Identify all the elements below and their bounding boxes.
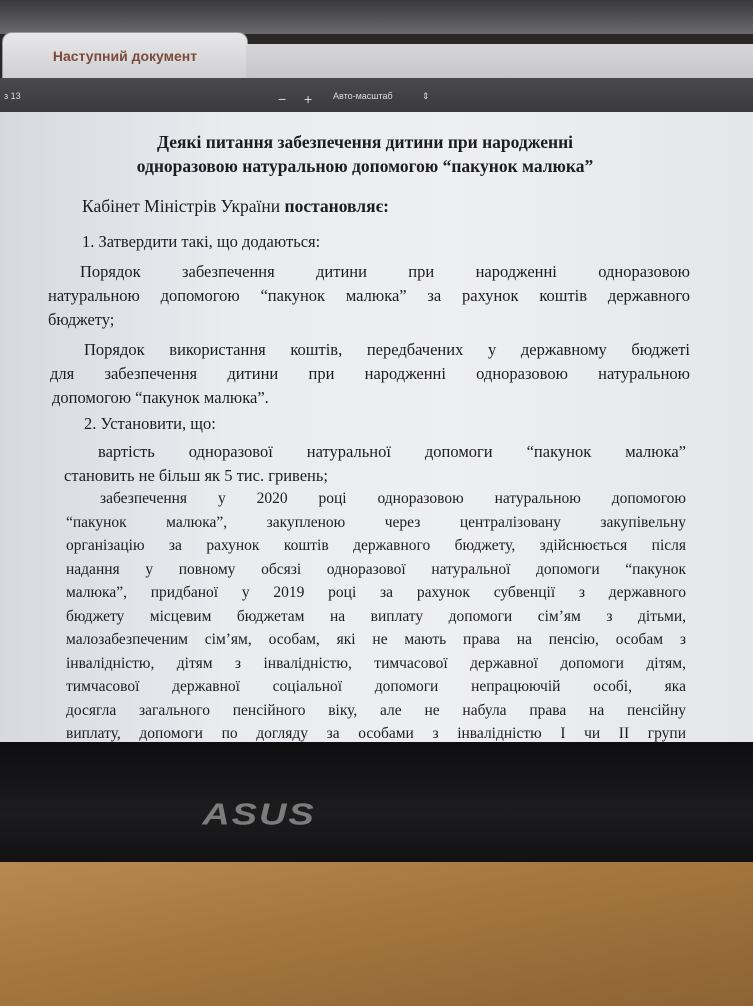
document-title-line-1: Деякі питання забезпечення дитини при народженні [156,132,574,152]
preamble [82,196,389,217]
paragraph-4-line: надання у повному обсязі одноразової натуральної допомоги “пакунок [66,560,686,578]
paragraph-1-line: натуральною допомогою “пакунок малюка” за рахунок коштів державного [48,286,690,305]
item-2: 2. Установити, що: [84,414,216,433]
paragraph-4-line: малозабезпеченим сім’ям, особам, які не мають права на пенсію, особам з [66,631,686,648]
paragraph-1-line: бюджету; [48,310,115,329]
zoom-out-button[interactable]: − [278,91,287,107]
monitor-bezel [0,742,753,862]
paragraph-1-line: Порядок забезпечення дитини при народженні одноразовою [80,262,690,281]
paragraph-4-line: малюка”, придбаної у 2019 році за рахунок субвенції з державного [66,584,686,601]
paragraph-2-line: допомогою “пакунок малюка”. [52,388,269,407]
window-top-strip [0,0,753,34]
paragraph-3-line: становить не більш як 5 тис. гривень; [64,466,328,485]
paragraph-3-line: вартість одноразової натуральної допомоги “пакунок малюка” [98,442,686,461]
item-1: 1. Затвердити такі, що додаються: [82,232,321,251]
paragraph-4-line: тимчасової державної соціальної допомоги непрацюючій особі, яка [66,678,686,695]
paragraph-4-line: бюджету місцевим бюджетам на виплату допомоги сім’ям з дітьми, [66,607,686,625]
paragraph-4-line: організацію за рахунок коштів державного бюджету, здійснюється після [66,537,686,554]
paragraph-4-line: інвалідністю, дітям з інвалідністю, тимчасової державної допомоги дітям, [66,654,686,672]
tab-next-document[interactable]: Наступний документ [2,32,248,79]
cabinet-name: Кабінет Міністрів України [82,196,281,216]
pdf-toolbar [0,78,753,112]
paragraph-2-line: для забезпечення дитини при народженні одноразовою натуральною [50,364,690,383]
document-page [0,112,753,742]
paragraph-4-line: забезпечення у 2020 році одноразовою натуральною допомогою [100,490,686,507]
asus-logo: ASUS [202,798,316,832]
tab-bar [246,44,753,78]
zoom-select-arrow-icon[interactable]: ⇕ [422,91,430,101]
resolves-word: постановляє: [284,196,389,216]
paragraph-4-line: “пакунок малюка”, закупленою через централізовану закупівельну [66,513,686,531]
document-title-line-2: одноразовою натуральною допомогою “пакунок малюка” [136,156,594,176]
paragraph-4-line: досягла загального пенсійного віку, але не набула права на пенсійну [66,701,686,719]
paragraph-4-line: виплату, допомоги по догляду за особами з інвалідністю I чи II групи [66,725,686,742]
paragraph-2-line: Порядок використання коштів, передбачених у державному бюджеті [84,340,690,359]
zoom-select[interactable]: Авто-масштаб [333,91,393,101]
page-count: з 13 [4,91,21,101]
zoom-in-button[interactable]: + [304,91,313,107]
desk-surface [0,862,753,1006]
